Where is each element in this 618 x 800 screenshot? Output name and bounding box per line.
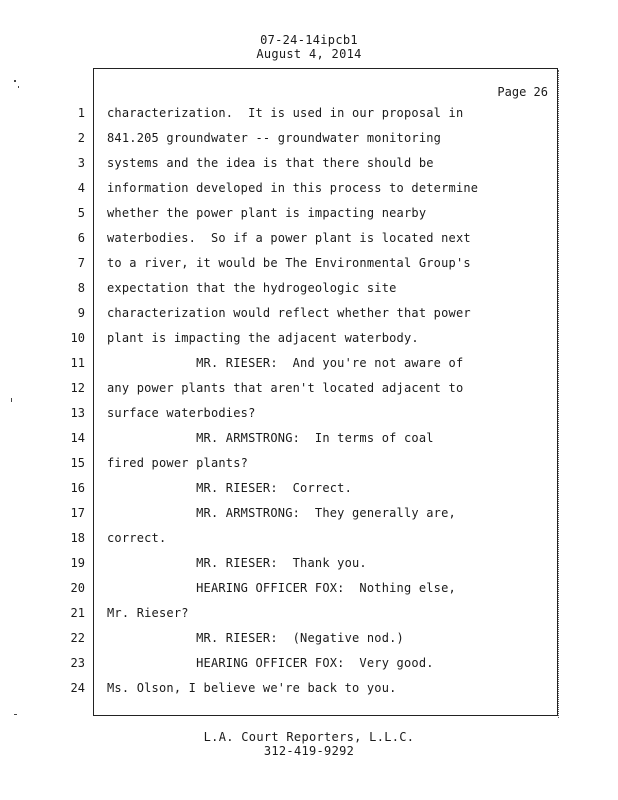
transcript-line (0, 231, 560, 251)
line-number: 12 (70, 381, 85, 395)
line-number: 5 (77, 206, 85, 220)
line-text: HEARING OFFICER FOX: Very good. (107, 656, 434, 670)
court-reporter-phone: 312-419-9292 (263, 744, 355, 758)
transcript-line (0, 681, 560, 701)
line-text: characterization. It is used in our proposal in (107, 106, 464, 120)
line-text: MR. RIESER: Thank you. (107, 556, 367, 570)
line-number: 14 (70, 431, 85, 445)
transcript-line (0, 431, 560, 451)
line-text: expectation that the hydrogeologic site (107, 281, 397, 295)
line-text: whether the power plant is impacting nearby (107, 206, 427, 220)
line-text: to a river, it would be The Environmental Group's (107, 256, 471, 270)
line-text: Mr. Rieser? (107, 606, 189, 620)
line-text: systems and the idea is that there should be (107, 156, 434, 170)
line-number: 10 (70, 331, 85, 345)
line-text: MR. RIESER: (Negative nod.) (107, 631, 404, 645)
line-text: information developed in this process to determine (107, 181, 479, 195)
transcript-line (0, 256, 560, 276)
line-number: 4 (77, 181, 85, 195)
transcript-line (0, 506, 560, 526)
line-number: 22 (70, 631, 85, 645)
scan-speck (11, 398, 12, 402)
line-text: MR. RIESER: Correct. (107, 481, 353, 495)
line-text: MR. RIESER: And you're not aware of (107, 356, 464, 370)
page-number: Page 26 (497, 85, 548, 99)
transcript-line (0, 181, 560, 201)
court-reporter-name: L.A. Court Reporters, L.L.C. (203, 730, 415, 744)
line-number: 19 (70, 556, 85, 570)
transcript-line (0, 281, 560, 301)
line-number: 11 (70, 356, 85, 370)
transcript-line (0, 606, 560, 626)
transcript-line (0, 331, 560, 351)
line-text: surface waterbodies? (107, 406, 256, 420)
line-number: 18 (70, 531, 85, 545)
transcript-line (0, 106, 560, 126)
transcript-line (0, 456, 560, 476)
transcript-line (0, 406, 560, 426)
transcript-line (0, 131, 560, 151)
transcript-line (0, 306, 560, 326)
line-text: characterization would reflect whether that power (107, 306, 471, 320)
document-date: August 4, 2014 (256, 47, 362, 61)
line-number: 3 (77, 156, 85, 170)
line-number: 20 (70, 581, 85, 595)
line-text: correct. (107, 531, 167, 545)
transcript-line (0, 531, 560, 551)
line-text: any power plants that aren't located adjacent to (107, 381, 464, 395)
line-number: 24 (70, 681, 85, 695)
transcript-line (0, 356, 560, 376)
transcript-line (0, 481, 560, 501)
line-text: 841.205 groundwater -- groundwater monitoring (107, 131, 442, 145)
line-text: MR. ARMSTRONG: They generally are, (107, 506, 456, 520)
line-text: fired power plants? (107, 456, 249, 470)
scan-speck (14, 714, 17, 715)
line-number: 21 (70, 606, 85, 620)
document-file-id: 07-24-14ipcb1 (260, 33, 358, 47)
line-number: 2 (77, 131, 85, 145)
transcript-line (0, 581, 560, 601)
line-text: plant is impacting the adjacent waterbody. (107, 331, 419, 345)
transcript-line (0, 631, 560, 651)
line-number: 7 (77, 256, 85, 270)
transcript-line (0, 381, 560, 401)
line-text: waterbodies. So if a power plant is located next (107, 231, 471, 245)
transcript-line (0, 156, 560, 176)
line-number: 23 (70, 656, 85, 670)
transcript-line (0, 656, 560, 676)
line-number: 13 (70, 406, 85, 420)
line-number: 1 (77, 106, 85, 120)
line-number: 15 (70, 456, 85, 470)
scan-speck (14, 80, 16, 82)
line-number: 16 (70, 481, 85, 495)
line-number: 6 (77, 231, 85, 245)
line-number: 8 (77, 281, 85, 295)
line-text: HEARING OFFICER FOX: Nothing else, (107, 581, 456, 595)
line-number: 17 (70, 506, 85, 520)
line-number: 9 (77, 306, 85, 320)
line-text: MR. ARMSTRONG: In terms of coal (107, 431, 434, 445)
scan-speck (18, 86, 19, 88)
transcript-line (0, 206, 560, 226)
transcript-line (0, 556, 560, 576)
line-text: Ms. Olson, I believe we're back to you. (107, 681, 397, 695)
